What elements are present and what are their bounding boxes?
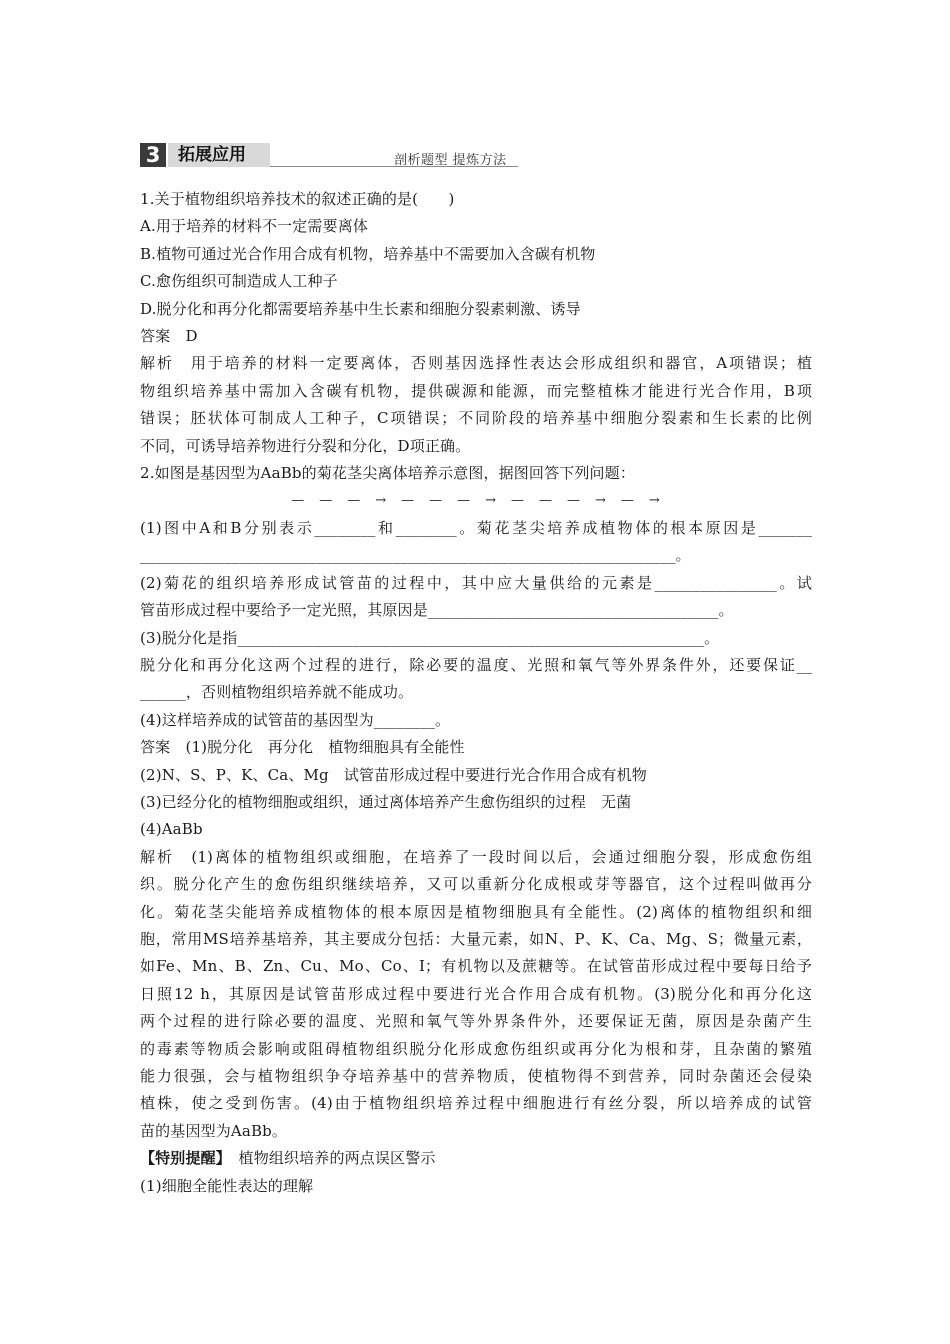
- section-header: [140, 140, 812, 168]
- analysis-line: 的毒素等物质会影响或阻碍植物组织脱分化形成愈伤组织或再分化为根和芽，且杂菌的繁殖: [140, 1039, 812, 1058]
- page-content: [140, 140, 812, 1200]
- tip-label: 【特别提醒】: [140, 1149, 224, 1168]
- analysis-line: 胞，常用MS培养基培养，其主要成分包括：大量元素，如N、P、K、Ca、Mg、S；微量元素，: [140, 929, 812, 948]
- option-d: D.脱分化和再分化都需要培养基中生长素和细胞分裂素刺激、诱导: [140, 299, 581, 318]
- section-number-badge: 3: [140, 143, 166, 167]
- question-part: (2)菊花的组织培养形成试管苗的过程中，其中应大量供给的元素是________________。试: [140, 573, 812, 592]
- question-part: 脱分化和再分化这两个过程的进行，除必要的温度、光照和氧气等外界条件外，还要保证__: [140, 655, 812, 674]
- option-b: B.植物可通过光合作用合成有机物，培养基中不需要加入含碳有机物: [140, 244, 596, 263]
- analysis-line: 解析 (1)离体的植物组织或细胞，在培养了一段时间以后，会通过细胞分裂，形成愈伤组: [140, 847, 812, 866]
- analysis-line: 苗的基因型为AaBb。: [140, 1121, 288, 1140]
- tip-heading: [140, 1145, 812, 1172]
- flow-diagram-arrows: — — — → — — — → — — — → — →: [291, 493, 661, 509]
- tip-item: (1)细胞全能性表达的理解: [140, 1176, 314, 1195]
- section-subtitle: 剖析题型 提炼方法: [394, 153, 507, 168]
- analysis-line: 日照12 h，其原因是试管苗形成过程中要进行光合作用合成有机物。(3)脱分化和再分化这: [140, 984, 812, 1003]
- question-part: (1)图中A和B分别表示________和________。菊花茎尖培养成植物体的根本原因是_______: [140, 518, 812, 537]
- question-stem: 2.如图是基因型为AaBb的菊花茎尖离体培养示意图，据图回答下列问题：: [140, 464, 635, 483]
- question-stem: 1.关于植物组织培养技术的叙述正确的是( ): [140, 190, 455, 208]
- answer: 答案 D: [140, 327, 198, 346]
- question-part: 管苗形成过程中要给予一定光照，其原因是______________________________________。: [140, 601, 734, 620]
- option-a: A.用于培养的材料不一定需要离体: [140, 217, 369, 236]
- question-part: ______，否则植物组织培养就不能成功。: [140, 683, 414, 702]
- answer: (4)AaBb: [140, 820, 203, 839]
- analysis-line: 能力很强，会与植物组织争夺培养基中的营养物质，使植物得不到营养，同时杂菌还会侵染: [140, 1067, 812, 1085]
- question-part: ______________________________________________________________________。: [140, 546, 691, 565]
- analysis-line: 植株，使之受到伤害。(4)由于植物组织培养过程中细胞进行有丝分裂，所以培养成的试管: [140, 1094, 812, 1113]
- analysis-line: 解析 用于培养的材料一定要离体，否则基因选择性表达会形成组织和器官，A项错误；植: [140, 354, 812, 373]
- question-part: (3)脱分化是指_____________________________________________________________。: [140, 628, 720, 647]
- question-2: [140, 460, 812, 1145]
- analysis-line: 化。菊花茎尖能培养成植物体的根本原因是植物细胞具有全能性。(2)离体的植物组织和细: [140, 902, 812, 921]
- answer: (3)已经分化的植物细胞或组织，通过离体培养产生愈伤组织的过程 无菌: [140, 792, 632, 811]
- analysis-line: 如Fe、Mn、B、Zn、Cu、Mo、Co、I；有机物以及蔗糖等。在试管苗形成过程中要每日给予: [140, 957, 812, 976]
- analysis-line: 织。脱分化产生的愈伤组织继续培养，又可以重新分化成根或芽等器官，这个过程叫做再分: [140, 875, 812, 894]
- analysis-line: 两个过程的进行除必要的温度、光照和氧气等外界条件外，还要保证无菌，原因是杂菌产生: [140, 1012, 812, 1031]
- option-c: C.愈伤组织可制造成人工种子: [140, 272, 338, 291]
- special-tip: [140, 1145, 812, 1200]
- section-title: 拓展应用: [168, 143, 270, 167]
- tip-title: 植物组织培养的两点误区警示: [223, 1149, 436, 1168]
- answer: (2)N、S、P、K、Ca、Mg 试管苗形成过程中要进行光合作用合成有机物: [140, 765, 647, 784]
- analysis-line: 错误；胚状体可制成人工种子，C项错误；不同阶段的培养基中细胞分裂素和生长素的比例: [140, 409, 812, 428]
- answer: 答案 (1)脱分化 再分化 植物细胞具有全能性: [140, 738, 465, 757]
- analysis-line: 物组织培养基中需加入含碳有机物，提供碳源和能源，而完整植株才能进行光合作用，B项: [140, 381, 812, 400]
- question-part: (4)这样培养成的试管苗的基因型为________。: [140, 710, 451, 729]
- analysis-line: 不同，可诱导培养物进行分裂和分化，D项正确。: [140, 436, 471, 455]
- question-1: [140, 186, 812, 460]
